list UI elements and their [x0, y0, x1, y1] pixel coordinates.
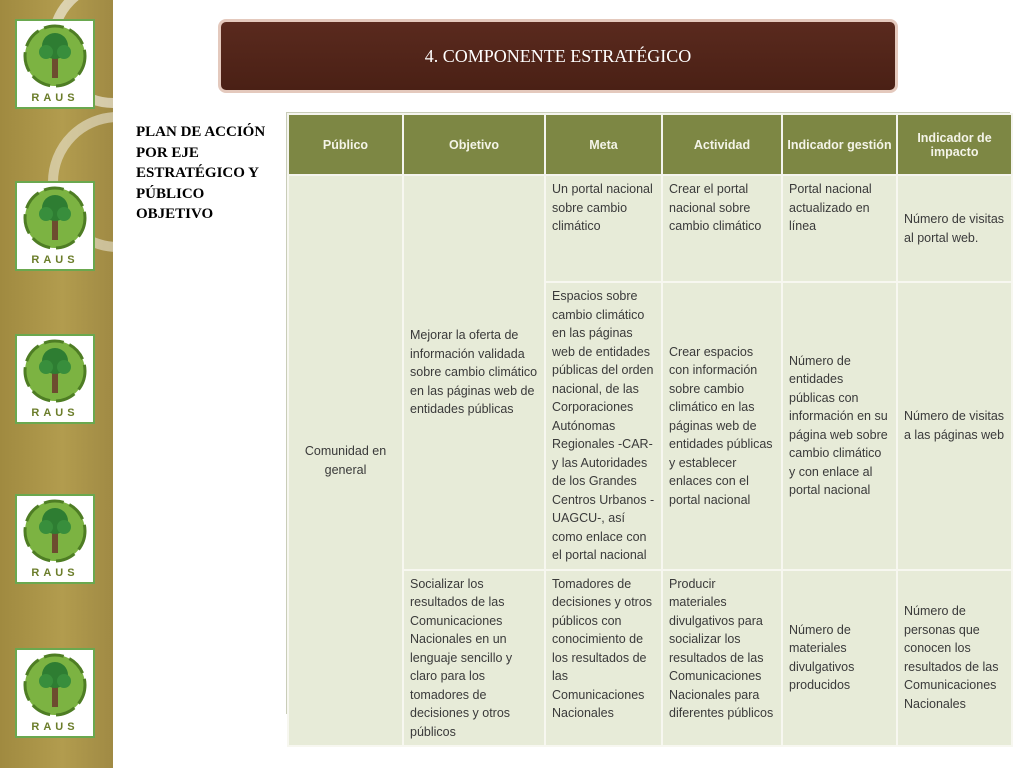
cell-indicador-impacto: Número de visitas a las páginas web [897, 282, 1012, 570]
header-publico: Público [288, 114, 403, 175]
logo-label: RAUS [31, 407, 79, 419]
cell-indicador-gestion: Número de materiales divulgativos producidos [782, 570, 897, 747]
table-row [288, 175, 1012, 282]
raus-logo [15, 494, 95, 584]
cell-actividad: Crear el portal nacional sobre cambio climático [662, 175, 782, 282]
cell-meta: Tomadores de decisiones y otros públicos con conocimiento de los resultados de las Comunicaciones Nacionales [545, 570, 662, 747]
header-objetivo: Objetivo [403, 114, 545, 175]
cell-meta: Un portal nacional sobre cambio climático [545, 175, 662, 282]
cell-indicador-gestion: Portal nacional actualizado en línea [782, 175, 897, 282]
cell-actividad: Producir materiales divulgativos para socializar los resultados de las Comunicaciones Nacionales para diferentes públicos [662, 570, 782, 747]
logo-label: RAUS [31, 92, 79, 104]
table [287, 113, 1013, 747]
cell-objetivo: Socializar los resultados de las Comunicaciones Nacionales en un lenguaje sencillo y claro para los tomadores de decisiones y otros públicos [403, 570, 545, 747]
logo-label: RAUS [31, 721, 79, 733]
raus-logo [15, 648, 95, 738]
raus-logo [15, 181, 95, 271]
action-plan-table [286, 112, 1010, 739]
logo-label: RAUS [31, 567, 79, 579]
cell-indicador-impacto: Número de personas que conocen los resultados de las Comunicaciones Nacionales [897, 570, 1012, 747]
cell-publico: Comunidad en general [288, 175, 403, 746]
header-indicador-impacto: Indicador de impacto [897, 114, 1012, 175]
side-decoration-band [0, 0, 113, 768]
cell-indicador-impacto: Número de visitas al portal web. [897, 175, 1012, 282]
cell-actividad: Crear espacios con información sobre cambio climático en las páginas web de entidades públicas y establecer enlaces con el portal nacional [662, 282, 782, 570]
slide-subtitle: PLAN DE ACCIÓN POR EJE ESTRATÉGICO Y PÚBLICO OBJETIVO [136, 124, 266, 222]
header-actividad: Actividad [662, 114, 782, 175]
header-meta: Meta [545, 114, 662, 175]
header-indicador-gestion: Indicador gestión [782, 114, 897, 175]
slide-title-bar [218, 19, 898, 93]
slide-title: 4. COMPONENTE ESTRATÉGICO [424, 45, 692, 66]
raus-logo [15, 19, 95, 109]
raus-logo [15, 334, 95, 424]
logo-label: RAUS [31, 254, 79, 266]
cell-indicador-gestion: Número de entidades públicas con información en su página web sobre cambio climático y con enlace al portal nacional [782, 282, 897, 570]
cell-meta: Espacios sobre cambio climático en las páginas web de entidades públicas del orden nacional, de las Corporaciones Autónomas Regionales -CAR- y las Autoridades de los Grandes Centros Urbanos - UAGCU-, así como enlace con el portal nacional [545, 282, 662, 570]
cell-objetivo: Mejorar la oferta de información validada sobre cambio climático en las páginas web de entidades públicas [403, 175, 545, 570]
table-header-row [288, 114, 1012, 175]
